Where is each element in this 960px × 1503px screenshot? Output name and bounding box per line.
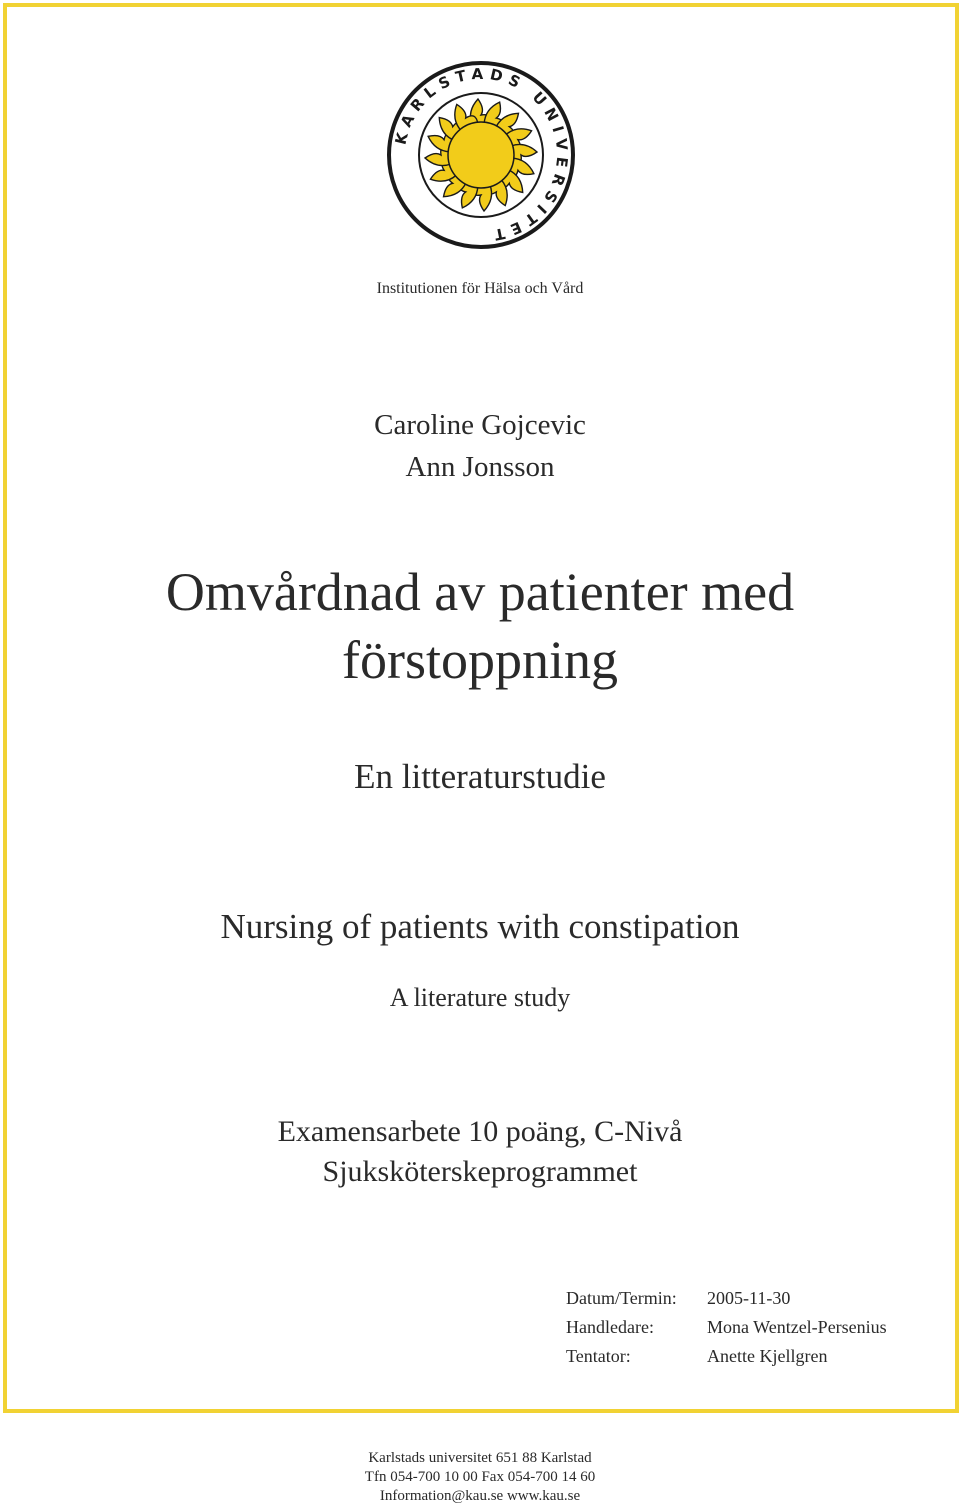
info-label: Datum/Termin: bbox=[566, 1288, 677, 1308]
author-2: Ann Jonsson bbox=[405, 451, 555, 483]
footer-phone-fax: Tfn 054-700 10 00 Fax 054-700 14 60 bbox=[364, 1469, 596, 1485]
authors bbox=[0, 404, 960, 488]
info-row-examiner bbox=[566, 1344, 887, 1373]
subtitle-swedish: En litteraturstudie bbox=[354, 757, 606, 796]
institution-name: Institutionen för Hälsa och Vård bbox=[376, 280, 584, 297]
university-seal-logo bbox=[386, 60, 576, 250]
info-value: 2005-11-30 bbox=[707, 1288, 791, 1308]
exam-credits: Examensarbete 10 poäng, C-Nivå bbox=[277, 1115, 683, 1148]
footer-email-web: Information@kau.se www.kau.se bbox=[379, 1488, 581, 1503]
thesis-title-swedish bbox=[0, 558, 960, 694]
info-label: Tentator: bbox=[566, 1346, 631, 1366]
seal-graphic bbox=[386, 60, 576, 250]
info-value: Mona Wentzel-Persenius bbox=[707, 1317, 887, 1337]
info-row-supervisor bbox=[566, 1315, 887, 1344]
subtitle-english: A literature study bbox=[389, 983, 571, 1012]
title-line-2: förstoppning bbox=[342, 630, 618, 690]
footer-address: Karlstads universitet 651 88 Karlstad bbox=[368, 1450, 592, 1466]
thesis-details bbox=[566, 1286, 887, 1373]
title-line-1: Omvårdnad av patienter med bbox=[165, 562, 795, 622]
info-value: Anette Kjellgren bbox=[707, 1346, 828, 1366]
exam-info bbox=[0, 1112, 960, 1192]
info-label: Handledare: bbox=[566, 1317, 654, 1337]
svg-text:KARLSTADS UNIVERSITET: KARLSTADS UNIVERSITET bbox=[391, 64, 572, 245]
thesis-title-english: Nursing of patients with constipation bbox=[220, 907, 740, 946]
university-contact-footer bbox=[0, 1449, 960, 1503]
info-row-date bbox=[566, 1286, 887, 1315]
author-1: Caroline Gojcevic bbox=[374, 409, 586, 441]
program-name: Sjuksköterskeprogrammet bbox=[322, 1155, 638, 1188]
